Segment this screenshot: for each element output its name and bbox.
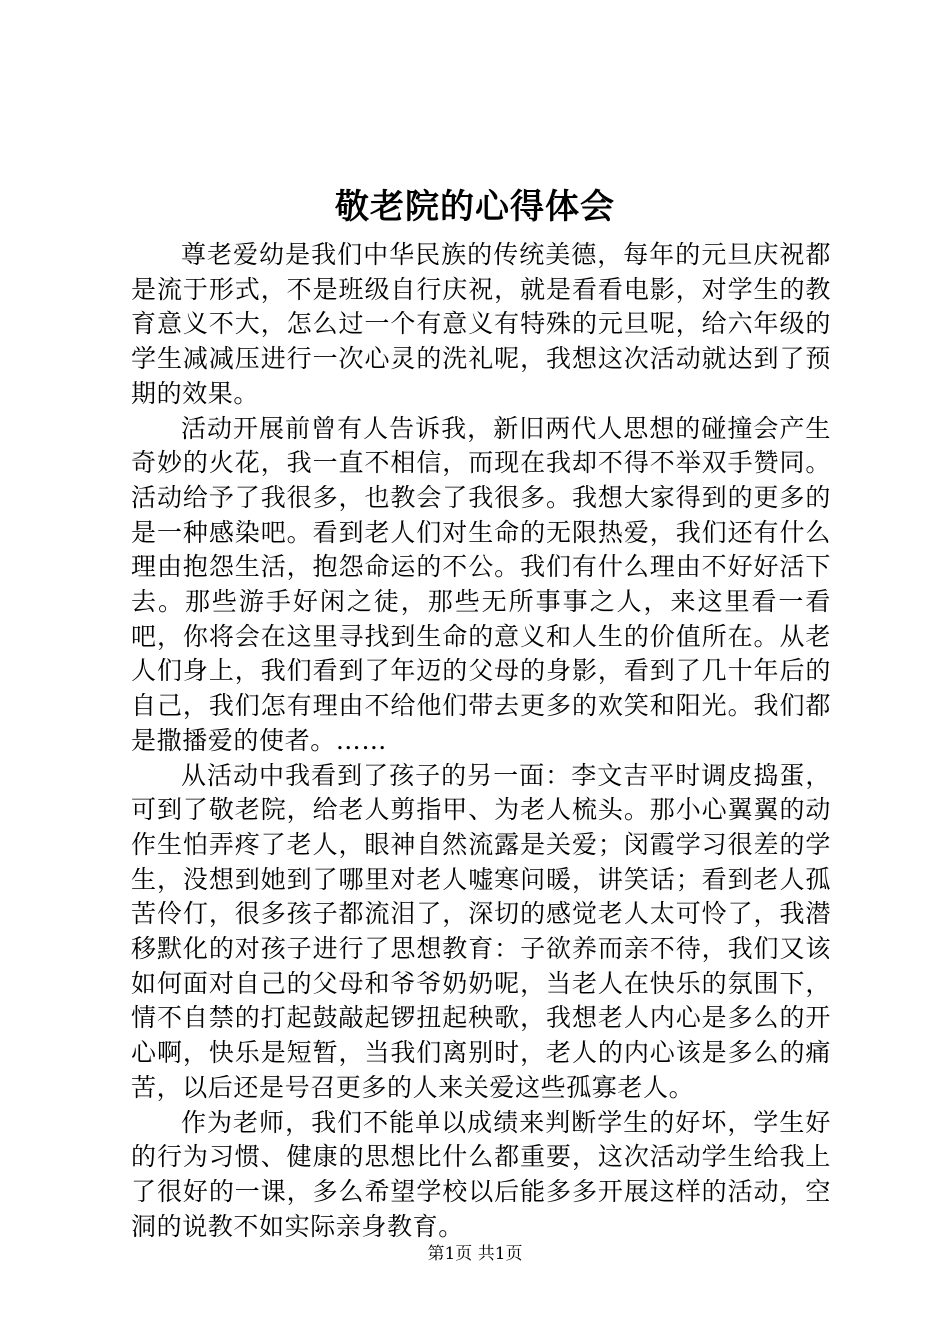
paragraph-4: 作为老师，我们不能单以成绩来判断学生的好坏，学生好的行为习惯、健康的思想比什么都重要，这次活动学生给我上了很好的一课，多么希望学校以后能多多开展这样的活动，空洞的说教不如实际亲身教育。 <box>131 1107 831 1241</box>
page-footer: 第1页 共1页 <box>427 1244 523 1264</box>
paragraph-1: 尊老爱幼是我们中华民族的传统美德，每年的元旦庆祝都是流于形式，不是班级自行庆祝，就是看看电影，对学生的教育意义不大，怎么过一个有意义有特殊的元旦呢，给六年级的学生减减压进行一次心灵的洗礼呢，我想这次活动就达到了预期的效果。 <box>131 240 831 408</box>
document-body <box>131 238 831 1244</box>
paragraph-2: 活动开展前曾有人告诉我，新旧两代人思想的碰撞会产生奇妙的火花，我一直不相信，而现在我却不得不举双手赞同。活动给予了我很多，也教会了我很多。我想大家得到的更多的是一种感染吧。看到老人们对生命的无限热爱，我们还有什么理由抱怨生活，抱怨命运的不公。我们有什么理由不好好活下去。那些游手好闲之徒，那些无所事事之人，来这里看一看吧，你将会在这里寻找到生命的意义和人生的价值所在。从老人们身上，我们看到了年迈的父母的身影，看到了几十年后的自己，我们怎有理由不给他们带去更多的欢笑和阳光。我们都是撒播爱的使者。…… <box>131 413 831 755</box>
document-title: 敬老院的心得体会 <box>335 187 615 227</box>
paragraph-3: 从活动中我看到了孩子的另一面：李文吉平时调皮捣蛋，可到了敬老院，给老人剪指甲、为老人梳头。那小心翼翼的动作生怕弄疼了老人，眼神自然流露是关爱；闵霞学习很差的学生，没想到她到了哪里对老人嘘寒问暖，讲笑话；看到老人孤苦伶仃，很多孩子都流泪了，深切的感觉老人太可怜了，我潜移默化的对孩子进行了思想教育：子欲养而亲不待，我们又该如何面对自己的父母和爷爷奶奶呢，当老人在快乐的氛围下，情不自禁的打起鼓敲起锣扭起秧歌，我想老人内心是多么的开心啊，快乐是短暂，当我们离别时，老人的内心该是多么的痛苦，以后还是号召更多的人来关爱这些孤寡老人。 <box>131 760 831 1102</box>
